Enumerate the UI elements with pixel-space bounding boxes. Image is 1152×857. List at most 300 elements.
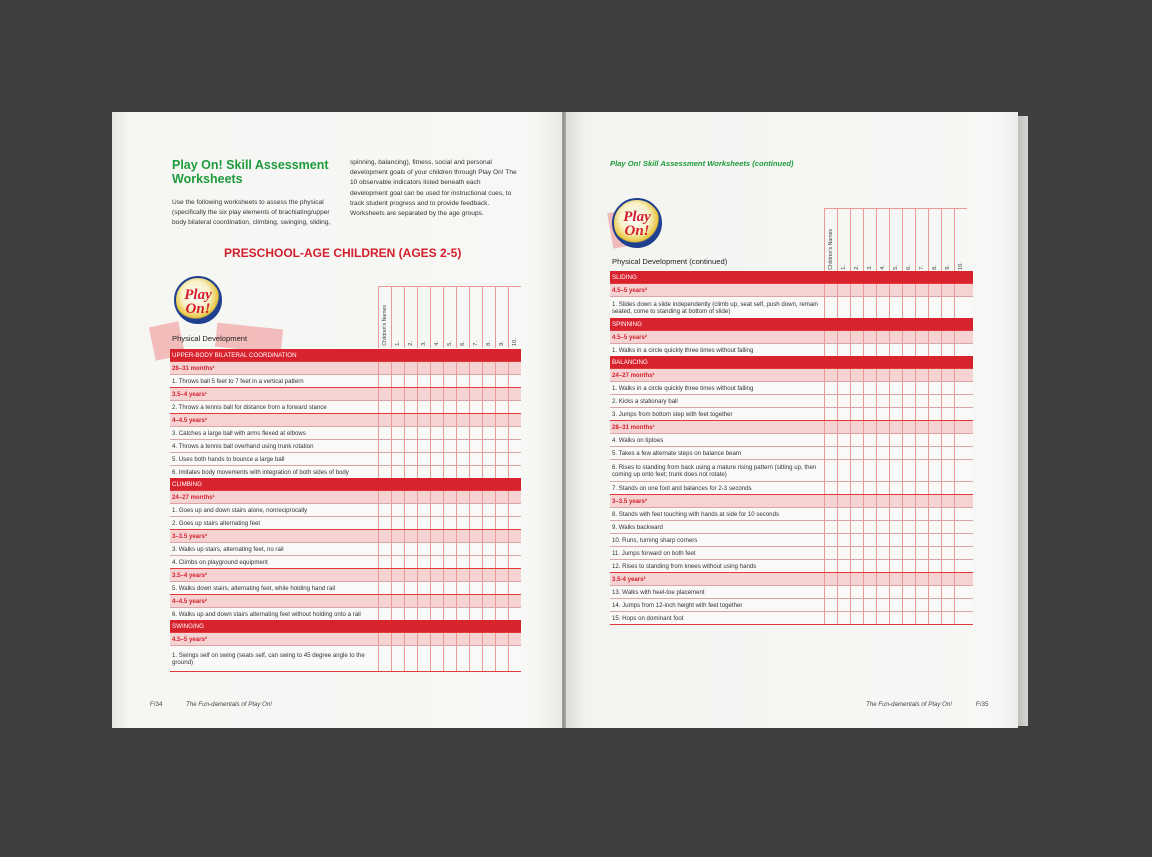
check-cell[interactable] [902,297,915,318]
check-cell[interactable] [443,582,456,594]
check-cell[interactable] [495,646,508,671]
check-cell[interactable] [902,534,915,546]
check-cell[interactable] [495,427,508,439]
check-cell[interactable] [469,414,482,426]
check-cell[interactable] [443,595,456,607]
check-cell[interactable] [824,297,837,318]
check-cell[interactable] [482,440,495,452]
check-cell[interactable] [417,530,430,542]
check-cell[interactable] [863,356,876,368]
check-cell[interactable] [954,356,967,368]
check-cell[interactable] [824,447,837,459]
check-cell[interactable] [456,401,469,413]
check-cell[interactable] [469,349,482,361]
check-cell[interactable] [508,388,521,400]
check-cell[interactable] [469,569,482,581]
check-cell[interactable] [508,543,521,555]
check-cell[interactable] [469,388,482,400]
check-cell[interactable] [417,582,430,594]
check-cell[interactable] [508,633,521,645]
check-cell[interactable] [508,517,521,529]
check-cell[interactable] [508,569,521,581]
check-cell[interactable] [876,356,889,368]
check-cell[interactable] [495,595,508,607]
check-cell[interactable] [876,331,889,343]
check-cell[interactable] [456,608,469,620]
check-cell[interactable] [928,395,941,407]
check-cell[interactable] [469,517,482,529]
check-cell[interactable] [928,331,941,343]
check-cell[interactable] [456,453,469,465]
check-cell[interactable] [954,408,967,420]
check-cell[interactable] [941,534,954,546]
check-cell[interactable] [824,344,837,356]
check-cell[interactable] [876,482,889,494]
check-cell[interactable] [850,599,863,611]
check-cell[interactable] [863,408,876,420]
check-cell[interactable] [941,369,954,381]
check-cell[interactable] [837,447,850,459]
check-cell[interactable] [876,271,889,283]
check-cell[interactable] [902,421,915,433]
check-cell[interactable] [837,344,850,356]
check-cell[interactable] [889,271,902,283]
check-cell[interactable] [482,556,495,568]
check-cell[interactable] [378,440,391,452]
check-cell[interactable] [456,427,469,439]
check-cell[interactable] [954,421,967,433]
check-cell[interactable] [850,421,863,433]
check-cell[interactable] [915,447,928,459]
check-cell[interactable] [889,356,902,368]
check-cell[interactable] [391,543,404,555]
check-cell[interactable] [443,569,456,581]
check-cell[interactable] [404,388,417,400]
check-cell[interactable] [915,356,928,368]
check-cell[interactable] [469,440,482,452]
check-cell[interactable] [378,349,391,361]
check-cell[interactable] [954,495,967,507]
check-cell[interactable] [941,434,954,446]
check-cell[interactable] [824,560,837,572]
check-cell[interactable] [928,508,941,520]
check-cell[interactable] [902,434,915,446]
check-cell[interactable] [941,297,954,318]
check-cell[interactable] [902,447,915,459]
check-cell[interactable] [889,612,902,624]
check-cell[interactable] [850,434,863,446]
check-cell[interactable] [417,646,430,671]
check-cell[interactable] [837,508,850,520]
check-cell[interactable] [443,427,456,439]
check-cell[interactable] [941,356,954,368]
check-cell[interactable] [508,440,521,452]
check-cell[interactable] [417,633,430,645]
check-cell[interactable] [456,466,469,478]
check-cell[interactable] [941,612,954,624]
check-cell[interactable] [928,434,941,446]
check-cell[interactable] [391,362,404,374]
check-cell[interactable] [850,356,863,368]
check-cell[interactable] [850,586,863,598]
check-cell[interactable] [469,401,482,413]
check-cell[interactable] [850,547,863,559]
check-cell[interactable] [889,560,902,572]
check-cell[interactable] [469,478,482,490]
check-cell[interactable] [443,530,456,542]
check-cell[interactable] [508,504,521,516]
check-cell[interactable] [824,271,837,283]
check-cell[interactable] [430,569,443,581]
check-cell[interactable] [391,556,404,568]
check-cell[interactable] [889,521,902,533]
check-cell[interactable] [495,556,508,568]
check-cell[interactable] [837,612,850,624]
check-cell[interactable] [850,344,863,356]
check-cell[interactable] [417,556,430,568]
check-cell[interactable] [417,517,430,529]
check-cell[interactable] [443,633,456,645]
check-cell[interactable] [482,375,495,387]
check-cell[interactable] [495,362,508,374]
check-cell[interactable] [889,344,902,356]
check-cell[interactable] [495,530,508,542]
check-cell[interactable] [378,543,391,555]
check-cell[interactable] [417,440,430,452]
check-cell[interactable] [495,478,508,490]
check-cell[interactable] [876,297,889,318]
check-cell[interactable] [482,401,495,413]
check-cell[interactable] [508,491,521,503]
check-cell[interactable] [902,356,915,368]
check-cell[interactable] [863,482,876,494]
check-cell[interactable] [391,530,404,542]
check-cell[interactable] [443,491,456,503]
check-cell[interactable] [837,297,850,318]
check-cell[interactable] [443,517,456,529]
check-cell[interactable] [941,495,954,507]
check-cell[interactable] [941,344,954,356]
check-cell[interactable] [391,608,404,620]
check-cell[interactable] [824,382,837,394]
check-cell[interactable] [876,547,889,559]
check-cell[interactable] [430,582,443,594]
check-cell[interactable] [824,284,837,296]
check-cell[interactable] [391,440,404,452]
check-cell[interactable] [482,427,495,439]
check-cell[interactable] [824,460,837,481]
check-cell[interactable] [941,482,954,494]
check-cell[interactable] [915,547,928,559]
check-cell[interactable] [928,612,941,624]
check-cell[interactable] [889,318,902,330]
check-cell[interactable] [889,434,902,446]
check-cell[interactable] [508,478,521,490]
check-cell[interactable] [417,349,430,361]
check-cell[interactable] [443,349,456,361]
check-cell[interactable] [443,375,456,387]
check-cell[interactable] [378,388,391,400]
check-cell[interactable] [915,521,928,533]
check-cell[interactable] [495,582,508,594]
check-cell[interactable] [941,408,954,420]
check-cell[interactable] [404,504,417,516]
check-cell[interactable] [404,517,417,529]
check-cell[interactable] [850,460,863,481]
check-cell[interactable] [928,284,941,296]
check-cell[interactable] [495,633,508,645]
check-cell[interactable] [915,495,928,507]
check-cell[interactable] [915,612,928,624]
check-cell[interactable] [902,369,915,381]
check-cell[interactable] [902,508,915,520]
check-cell[interactable] [495,517,508,529]
check-cell[interactable] [456,349,469,361]
check-cell[interactable] [889,297,902,318]
check-cell[interactable] [417,491,430,503]
check-cell[interactable] [417,453,430,465]
check-cell[interactable] [378,633,391,645]
check-cell[interactable] [430,427,443,439]
check-cell[interactable] [954,534,967,546]
check-cell[interactable] [889,599,902,611]
check-cell[interactable] [850,508,863,520]
check-cell[interactable] [837,356,850,368]
check-cell[interactable] [404,569,417,581]
check-cell[interactable] [495,620,508,632]
check-cell[interactable] [443,646,456,671]
check-cell[interactable] [404,375,417,387]
check-cell[interactable] [404,427,417,439]
check-cell[interactable] [430,414,443,426]
check-cell[interactable] [404,414,417,426]
check-cell[interactable] [378,595,391,607]
check-cell[interactable] [876,521,889,533]
check-cell[interactable] [850,495,863,507]
check-cell[interactable] [508,608,521,620]
check-cell[interactable] [430,478,443,490]
check-cell[interactable] [863,297,876,318]
check-cell[interactable] [915,284,928,296]
check-cell[interactable] [404,608,417,620]
check-cell[interactable] [456,569,469,581]
check-cell[interactable] [915,408,928,420]
check-cell[interactable] [482,569,495,581]
check-cell[interactable] [863,331,876,343]
check-cell[interactable] [456,388,469,400]
check-cell[interactable] [482,633,495,645]
check-cell[interactable] [915,271,928,283]
check-cell[interactable] [876,495,889,507]
check-cell[interactable] [837,495,850,507]
check-cell[interactable] [404,556,417,568]
check-cell[interactable] [863,447,876,459]
check-cell[interactable] [850,382,863,394]
check-cell[interactable] [902,408,915,420]
check-cell[interactable] [469,427,482,439]
check-cell[interactable] [508,556,521,568]
check-cell[interactable] [876,560,889,572]
check-cell[interactable] [954,297,967,318]
check-cell[interactable] [417,401,430,413]
check-cell[interactable] [889,534,902,546]
check-cell[interactable] [430,517,443,529]
check-cell[interactable] [928,344,941,356]
check-cell[interactable] [837,560,850,572]
check-cell[interactable] [902,395,915,407]
check-cell[interactable] [863,560,876,572]
check-cell[interactable] [915,599,928,611]
check-cell[interactable] [850,482,863,494]
check-cell[interactable] [863,421,876,433]
check-cell[interactable] [928,297,941,318]
check-cell[interactable] [954,382,967,394]
check-cell[interactable] [915,434,928,446]
check-cell[interactable] [391,453,404,465]
check-cell[interactable] [508,401,521,413]
check-cell[interactable] [902,482,915,494]
check-cell[interactable] [430,375,443,387]
check-cell[interactable] [508,595,521,607]
check-cell[interactable] [941,586,954,598]
check-cell[interactable] [824,508,837,520]
check-cell[interactable] [863,434,876,446]
check-cell[interactable] [378,530,391,542]
check-cell[interactable] [430,646,443,671]
check-cell[interactable] [928,447,941,459]
check-cell[interactable] [417,620,430,632]
check-cell[interactable] [902,284,915,296]
check-cell[interactable] [863,599,876,611]
check-cell[interactable] [863,573,876,585]
check-cell[interactable] [928,271,941,283]
check-cell[interactable] [915,318,928,330]
check-cell[interactable] [928,534,941,546]
check-cell[interactable] [850,447,863,459]
check-cell[interactable] [837,421,850,433]
check-cell[interactable] [954,447,967,459]
check-cell[interactable] [443,478,456,490]
check-cell[interactable] [456,414,469,426]
check-cell[interactable] [941,395,954,407]
check-cell[interactable] [915,331,928,343]
check-cell[interactable] [850,331,863,343]
check-cell[interactable] [863,586,876,598]
check-cell[interactable] [508,349,521,361]
check-cell[interactable] [482,388,495,400]
check-cell[interactable] [876,318,889,330]
check-cell[interactable] [863,369,876,381]
check-cell[interactable] [391,466,404,478]
check-cell[interactable] [443,388,456,400]
check-cell[interactable] [902,586,915,598]
check-cell[interactable] [482,453,495,465]
check-cell[interactable] [443,466,456,478]
check-cell[interactable] [954,547,967,559]
check-cell[interactable] [430,466,443,478]
check-cell[interactable] [889,284,902,296]
check-cell[interactable] [391,491,404,503]
check-cell[interactable] [941,508,954,520]
check-cell[interactable] [391,569,404,581]
check-cell[interactable] [469,504,482,516]
check-cell[interactable] [404,362,417,374]
check-cell[interactable] [941,318,954,330]
check-cell[interactable] [456,595,469,607]
check-cell[interactable] [954,521,967,533]
check-cell[interactable] [889,421,902,433]
check-cell[interactable] [482,582,495,594]
check-cell[interactable] [456,478,469,490]
check-cell[interactable] [941,447,954,459]
check-cell[interactable] [954,344,967,356]
check-cell[interactable] [928,369,941,381]
check-cell[interactable] [430,401,443,413]
check-cell[interactable] [404,453,417,465]
check-cell[interactable] [876,344,889,356]
check-cell[interactable] [456,375,469,387]
check-cell[interactable] [837,434,850,446]
check-cell[interactable] [876,508,889,520]
check-cell[interactable] [941,331,954,343]
check-cell[interactable] [430,440,443,452]
check-cell[interactable] [928,382,941,394]
check-cell[interactable] [850,271,863,283]
check-cell[interactable] [824,586,837,598]
check-cell[interactable] [850,408,863,420]
check-cell[interactable] [837,331,850,343]
check-cell[interactable] [941,271,954,283]
check-cell[interactable] [430,504,443,516]
check-cell[interactable] [915,586,928,598]
check-cell[interactable] [443,362,456,374]
check-cell[interactable] [863,547,876,559]
check-cell[interactable] [482,491,495,503]
check-cell[interactable] [837,573,850,585]
check-cell[interactable] [941,560,954,572]
check-cell[interactable] [456,633,469,645]
check-cell[interactable] [430,530,443,542]
check-cell[interactable] [850,395,863,407]
check-cell[interactable] [443,401,456,413]
check-cell[interactable] [391,401,404,413]
check-cell[interactable] [443,620,456,632]
check-cell[interactable] [508,620,521,632]
check-cell[interactable] [469,530,482,542]
check-cell[interactable] [902,460,915,481]
check-cell[interactable] [482,504,495,516]
check-cell[interactable] [902,495,915,507]
check-cell[interactable] [378,401,391,413]
check-cell[interactable] [378,646,391,671]
check-cell[interactable] [824,434,837,446]
check-cell[interactable] [469,582,482,594]
check-cell[interactable] [824,547,837,559]
check-cell[interactable] [824,395,837,407]
check-cell[interactable] [404,349,417,361]
check-cell[interactable] [391,375,404,387]
check-cell[interactable] [469,543,482,555]
check-cell[interactable] [404,543,417,555]
check-cell[interactable] [902,560,915,572]
check-cell[interactable] [469,646,482,671]
check-cell[interactable] [928,482,941,494]
check-cell[interactable] [482,543,495,555]
check-cell[interactable] [954,586,967,598]
check-cell[interactable] [404,466,417,478]
check-cell[interactable] [469,608,482,620]
check-cell[interactable] [430,388,443,400]
